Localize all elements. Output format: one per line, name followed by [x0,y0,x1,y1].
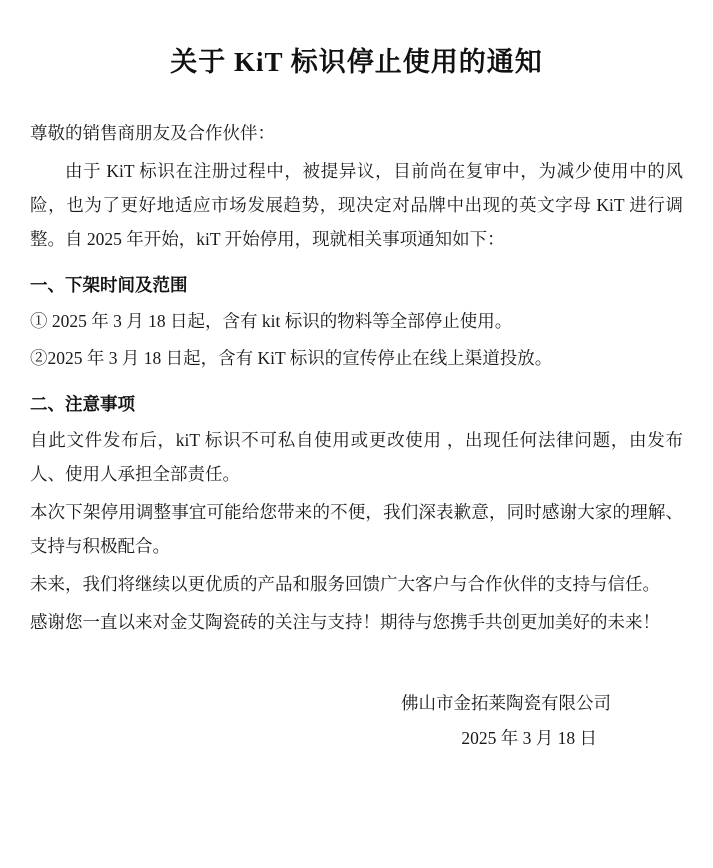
intro-paragraph: 由于 KiT 标识在注册过程中，被提异议，目前尚在复审中，为减少使用中的风险，也为了更好地适应市场发展趋势，现决定对品牌中出现的英文字母 KiT 进行调整。自 2025 年开始，kiT 开始停用，现就相关事项通知如下： [30,160,683,250]
section-heading-1: 一、下架时间及范围 [30,275,188,296]
section-1-item-2: ②2025 年 3 月 18 日起，含有 KiT 标识的宣传停止在线上渠道投放。 [30,347,553,368]
signature-date: 2025 年 3 月 18 日 [461,727,597,748]
section-2-item-3: 未来，我们将继续以更优质的产品和服务回馈广大客户与合作伙伴的支持与信任。 [30,574,660,595]
section-2-item-2: 本次下架停用调整事宜可能给您带来的不便，我们深表歉意，同时感谢大家的理解、支持与积极配合。 [30,502,683,557]
section-2-item-1: 自此文件发布后，kiT 标识不可私自使用或更改使用 ，出现任何法律问题，由发布人、使用人承担全部责任。 [30,429,683,484]
signature-company: 佛山市金拓莱陶瓷有限公司 [401,692,611,713]
page-title: 关于 KiT 标识停止使用的通知 [170,47,543,77]
signature-block [30,686,683,756]
section-1-item-1: ① 2025 年 3 月 18 日起，含有 kit 标识的物料等全部停止使用。 [30,311,513,332]
section-2-item-4: 感谢您一直以来对金艾陶瓷砖的关注与支持！期待与您携手共创更加美好的未来！ [30,612,660,633]
salutation: 尊敬的销售商朋友及合作伙伴： [30,122,275,143]
section-heading-2: 二、注意事项 [30,393,135,414]
document-body [30,116,683,640]
